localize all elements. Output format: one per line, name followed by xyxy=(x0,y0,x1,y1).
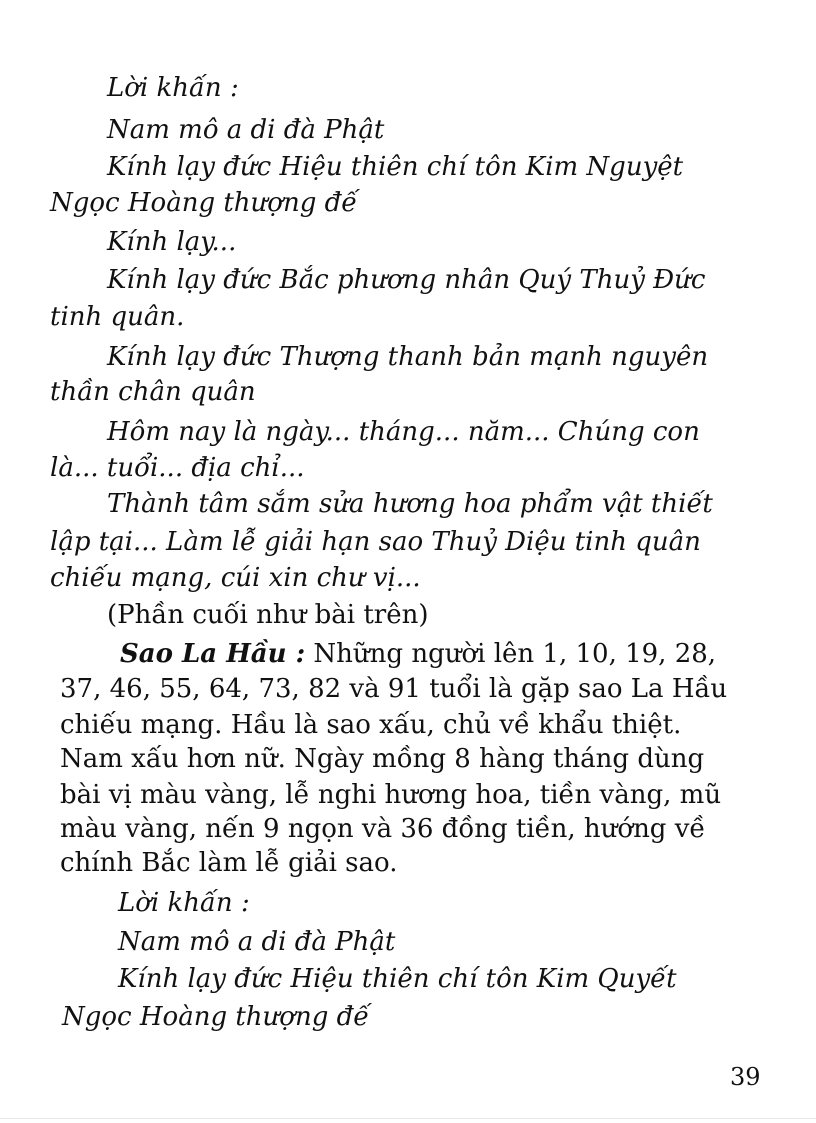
text-line: (Phần cuối như bài trên) xyxy=(107,600,429,630)
text-line: Ngọc Hoàng thượng đế xyxy=(62,1002,370,1032)
text-line-sao-la-hau xyxy=(120,637,716,671)
text-line: Kính lạy đức Hiệu thiên chí tôn Kim Quyết xyxy=(118,964,677,994)
heading-sao-la-hau: Sao La Hầu : xyxy=(120,639,306,669)
text-line: Nam mô a di đà Phật xyxy=(107,115,385,145)
text-line: là... tuổi... địa chỉ... xyxy=(50,453,305,483)
text-line: màu vàng, nến 9 ngọn và 36 đồng tiền, hướng về xyxy=(60,814,706,844)
text-line: Ngọc Hoàng thượng đế xyxy=(50,188,358,218)
text-line: thần chân quân xyxy=(50,377,256,407)
text-line: Lời khấn : xyxy=(118,888,250,918)
text-line: chính Bắc làm lễ giải sao. xyxy=(60,848,398,878)
text-line: 37, 46, 55, 64, 73, 82 và 91 tuổi là gặp sao La Hầu xyxy=(60,674,728,704)
text-line: Hôm nay là ngày... tháng... năm... Chúng con xyxy=(107,417,700,447)
text-line: Kính lạy đức Bắc phương nhân Quý Thuỷ Đức xyxy=(107,265,706,295)
text-line: Nam mô a di đà Phật xyxy=(118,927,396,957)
text-line: Kính lạy đức Thượng thanh bản mạnh nguyên xyxy=(107,342,709,372)
page-edge-divider xyxy=(0,1118,816,1119)
text-line: Lời khấn : xyxy=(107,73,239,103)
text-line: tinh quân. xyxy=(50,302,185,332)
text-line: Kính lạy đức Hiệu thiên chí tôn Kim Nguyệt xyxy=(107,152,684,182)
text-line: bài vị màu vàng, lễ nghi hương hoa, tiền vàng, mũ xyxy=(60,780,722,810)
text-line: Nam xấu hơn nữ. Ngày mồng 8 hàng tháng dùng xyxy=(60,744,705,774)
page-number: 39 xyxy=(730,1063,761,1091)
text-line: chiếu mạng, cúi xin chư vị... xyxy=(50,563,421,593)
text-line: lập tại... Làm lễ giải hạn sao Thuỷ Diệu tinh quân xyxy=(50,527,701,557)
text-line: Thành tâm sắm sửa hương hoa phẩm vật thiết xyxy=(107,489,713,519)
text-line: chiếu mạng. Hầu là sao xấu, chủ về khẩu thiệt. xyxy=(60,710,682,740)
text-line: Kính lạy... xyxy=(107,227,237,257)
text-fragment: Những người lên 1, 10, 19, 28, xyxy=(305,639,717,669)
